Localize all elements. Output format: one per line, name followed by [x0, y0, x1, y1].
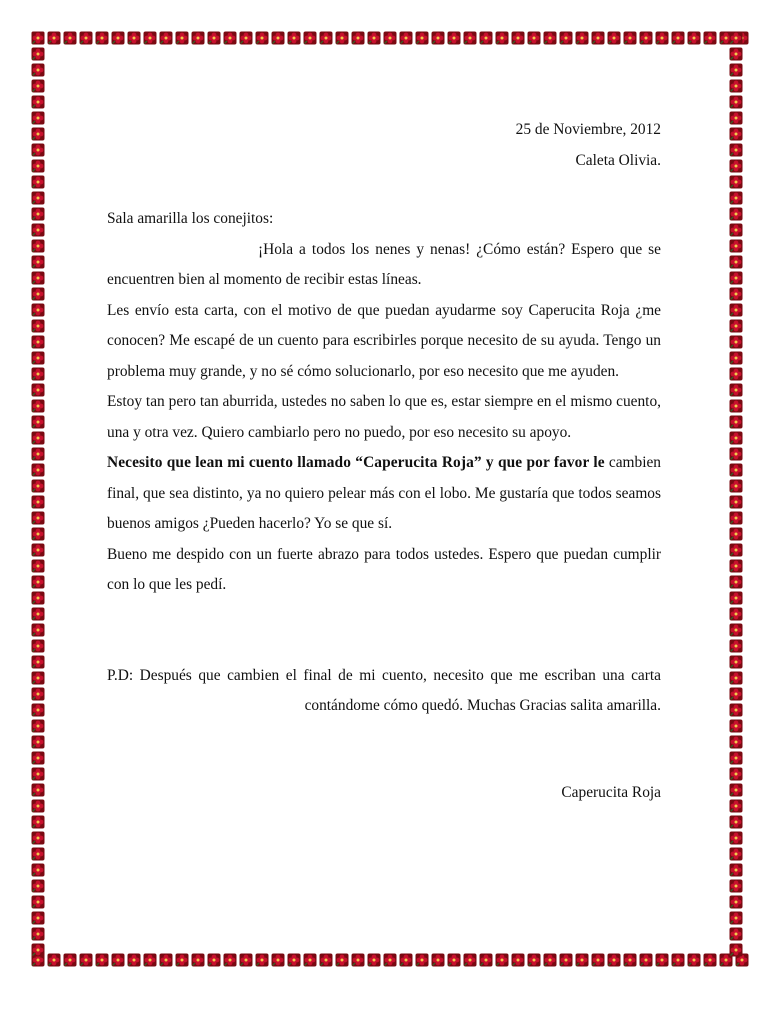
flower-border-icon	[159, 953, 173, 967]
letter-greeting: Sala amarilla los conejitos:	[107, 210, 274, 227]
flower-border-icon	[729, 703, 743, 717]
flower-border-icon	[399, 31, 413, 45]
paragraph-request-rest: cambien final, que sea distinto, ya no quiero pelear más con el lobo. Me gustaría que todos seamos buenos amigos ¿Pueden hacerlo? Yo se que sí.	[107, 454, 661, 532]
flower-border-icon	[399, 953, 413, 967]
flower-border-icon	[31, 655, 45, 669]
flower-border-icon	[729, 911, 743, 925]
flower-border-icon	[729, 927, 743, 941]
flower-border-icon	[729, 607, 743, 621]
flower-border-icon	[31, 367, 45, 381]
flower-border-icon	[729, 639, 743, 653]
decorative-border-right	[728, 30, 744, 968]
flower-border-icon	[31, 223, 45, 237]
flower-border-icon	[729, 623, 743, 637]
flower-border-icon	[415, 953, 429, 967]
flower-border-icon	[431, 31, 445, 45]
flower-border-icon	[623, 953, 637, 967]
flower-border-icon	[729, 495, 743, 509]
flower-border-icon	[351, 31, 365, 45]
flower-border-icon	[729, 431, 743, 445]
flower-border-icon	[31, 287, 45, 301]
flower-border-icon	[31, 255, 45, 269]
flower-border-icon	[31, 271, 45, 285]
flower-border-icon	[127, 31, 141, 45]
flower-border-icon	[31, 527, 45, 541]
flower-border-icon	[729, 207, 743, 221]
flower-border-icon	[639, 953, 653, 967]
flower-border-icon	[729, 351, 743, 365]
flower-border-icon	[47, 31, 61, 45]
flower-border-icon	[511, 953, 525, 967]
flower-border-icon	[495, 953, 509, 967]
flower-border-icon	[31, 815, 45, 829]
flower-border-icon	[31, 479, 45, 493]
flower-border-icon	[729, 319, 743, 333]
flower-border-icon	[31, 399, 45, 413]
flower-border-icon	[63, 31, 77, 45]
flower-border-icon	[31, 79, 45, 93]
flower-border-icon	[159, 31, 173, 45]
letter-content	[107, 115, 661, 808]
flower-border-icon	[729, 847, 743, 861]
flower-border-icon	[47, 953, 61, 967]
flower-border-icon	[729, 271, 743, 285]
flower-border-icon	[31, 335, 45, 349]
flower-border-icon	[607, 953, 621, 967]
flower-border-icon	[729, 831, 743, 845]
flower-border-icon	[729, 303, 743, 317]
flower-border-icon	[729, 719, 743, 733]
flower-border-icon	[319, 31, 333, 45]
flower-border-icon	[31, 511, 45, 525]
flower-border-icon	[31, 767, 45, 781]
flower-border-icon	[729, 111, 743, 125]
flower-border-icon	[31, 207, 45, 221]
flower-border-icon	[31, 687, 45, 701]
flower-border-icon	[31, 127, 45, 141]
flower-border-icon	[527, 953, 541, 967]
flower-border-icon	[31, 543, 45, 557]
flower-border-icon	[31, 911, 45, 925]
flower-border-icon	[31, 463, 45, 477]
flower-border-icon	[729, 367, 743, 381]
flower-border-icon	[729, 527, 743, 541]
flower-border-icon	[287, 953, 301, 967]
paragraph-request-bold: Necesito que lean mi cuento llamado “Caperucita Roja” y que por favor le	[107, 454, 605, 471]
flower-border-icon	[31, 63, 45, 77]
flower-border-icon	[303, 953, 317, 967]
flower-border-icon	[95, 953, 109, 967]
decorative-border-top	[30, 30, 752, 46]
flower-border-icon	[271, 31, 285, 45]
flower-border-icon	[31, 703, 45, 717]
flower-border-icon	[303, 31, 317, 45]
flower-border-icon	[729, 783, 743, 797]
flower-border-icon	[591, 953, 605, 967]
flower-border-icon	[729, 31, 743, 45]
flower-border-icon	[31, 847, 45, 861]
flower-border-icon	[729, 255, 743, 269]
flower-border-icon	[729, 943, 743, 957]
flower-border-icon	[335, 31, 349, 45]
flower-border-icon	[207, 31, 221, 45]
flower-border-icon	[31, 927, 45, 941]
letter-date: 25 de Noviembre, 2012	[515, 121, 661, 138]
flower-border-icon	[31, 671, 45, 685]
flower-border-icon	[729, 415, 743, 429]
flower-border-icon	[729, 751, 743, 765]
flower-border-icon	[703, 31, 717, 45]
flower-border-icon	[671, 953, 685, 967]
flower-border-icon	[591, 31, 605, 45]
flower-border-icon	[729, 191, 743, 205]
flower-border-icon	[543, 953, 557, 967]
flower-border-icon	[687, 31, 701, 45]
flower-border-icon	[479, 953, 493, 967]
flower-border-icon	[575, 31, 589, 45]
flower-border-icon	[31, 351, 45, 365]
flower-border-icon	[729, 687, 743, 701]
flower-border-icon	[31, 831, 45, 845]
flower-border-icon	[729, 63, 743, 77]
flower-border-icon	[31, 735, 45, 749]
flower-border-icon	[729, 399, 743, 413]
flower-border-icon	[543, 31, 557, 45]
flower-border-icon	[111, 953, 125, 967]
postscript: P.D: Después que cambien el final de mi cuento, necesito que me escriban una carta contándome cómo quedó. Muchas Gracias salita amarilla.	[107, 666, 661, 714]
flower-border-icon	[239, 31, 253, 45]
flower-border-icon	[415, 31, 429, 45]
flower-border-icon	[729, 127, 743, 141]
flower-border-icon	[31, 607, 45, 621]
flower-border-icon	[729, 79, 743, 93]
flower-border-icon	[729, 479, 743, 493]
flower-border-icon	[729, 895, 743, 909]
flower-border-icon	[575, 953, 589, 967]
flower-border-icon	[191, 31, 205, 45]
flower-border-icon	[31, 303, 45, 317]
flower-border-icon	[431, 953, 445, 967]
flower-border-icon	[335, 953, 349, 967]
flower-border-icon	[671, 31, 685, 45]
flower-border-icon	[729, 463, 743, 477]
flower-border-icon	[31, 143, 45, 157]
flower-border-icon	[207, 953, 221, 967]
flower-border-icon	[191, 953, 205, 967]
decorative-border-left	[30, 30, 46, 968]
flower-border-icon	[287, 31, 301, 45]
flower-border-icon	[383, 953, 397, 967]
flower-border-icon	[729, 175, 743, 189]
flower-border-icon	[319, 953, 333, 967]
flower-border-icon	[31, 575, 45, 589]
flower-border-icon	[31, 863, 45, 877]
decorative-border-bottom	[30, 952, 752, 968]
flower-border-icon	[655, 31, 669, 45]
flower-border-icon	[729, 799, 743, 813]
flower-border-icon	[255, 953, 269, 967]
paragraph-bored: Estoy tan pero tan aburrida, ustedes no saben lo que es, estar siempre en el mismo cuento, una y otra vez. Quiero cambiarlo pero no puedo, por eso necesito su apoyo.	[107, 393, 661, 441]
flower-border-icon	[729, 223, 743, 237]
flower-border-icon	[31, 783, 45, 797]
flower-border-icon	[31, 239, 45, 253]
flower-border-icon	[31, 159, 45, 173]
flower-border-icon	[729, 543, 743, 557]
flower-border-icon	[271, 953, 285, 967]
flower-border-icon	[655, 953, 669, 967]
flower-border-icon	[623, 31, 637, 45]
signature: Caperucita Roja	[561, 783, 661, 801]
flower-border-icon	[729, 47, 743, 61]
flower-border-icon	[351, 953, 365, 967]
flower-border-icon	[31, 559, 45, 573]
flower-border-icon	[729, 735, 743, 749]
paragraph-request	[107, 448, 661, 540]
flower-border-icon	[729, 383, 743, 397]
paragraph-farewell: Bueno me despido con un fuerte abrazo para todos ustedes. Espero que puedan cumplir con lo que les pedí.	[107, 545, 661, 593]
flower-border-icon	[31, 799, 45, 813]
flower-border-icon	[559, 953, 573, 967]
flower-border-icon	[383, 31, 397, 45]
flower-border-icon	[31, 751, 45, 765]
flower-border-icon	[729, 767, 743, 781]
flower-border-icon	[63, 953, 77, 967]
flower-border-icon	[729, 143, 743, 157]
flower-border-icon	[607, 31, 621, 45]
flower-border-icon	[79, 31, 93, 45]
flower-border-icon	[223, 953, 237, 967]
flower-border-icon	[729, 591, 743, 605]
flower-border-icon	[729, 671, 743, 685]
flower-border-icon	[31, 431, 45, 445]
flower-border-icon	[31, 319, 45, 333]
flower-border-icon	[729, 575, 743, 589]
letter-place: Caleta Olivia.	[575, 151, 661, 169]
flower-border-icon	[729, 511, 743, 525]
flower-border-icon	[31, 447, 45, 461]
flower-border-icon	[31, 895, 45, 909]
flower-border-icon	[223, 31, 237, 45]
flower-border-icon	[729, 863, 743, 877]
flower-border-icon	[31, 591, 45, 605]
flower-border-icon	[31, 191, 45, 205]
flower-border-icon	[367, 953, 381, 967]
flower-border-icon	[511, 31, 525, 45]
flower-border-icon	[729, 559, 743, 573]
flower-border-icon	[687, 953, 701, 967]
flower-border-icon	[239, 953, 253, 967]
flower-border-icon	[143, 953, 157, 967]
paragraph-hello: ¡Hola a todos los nenes y nenas! ¿Cómo están? Espero que se encuentren bien al momento de recibir estas líneas.	[107, 240, 661, 288]
flower-border-icon	[703, 953, 717, 967]
flower-border-icon	[447, 953, 461, 967]
flower-border-icon	[447, 31, 461, 45]
flower-border-icon	[143, 31, 157, 45]
flower-border-icon	[255, 31, 269, 45]
flower-border-icon	[495, 31, 509, 45]
flower-border-icon	[729, 239, 743, 253]
flower-border-icon	[463, 31, 477, 45]
flower-border-icon	[31, 111, 45, 125]
flower-border-icon	[463, 953, 477, 967]
flower-border-icon	[111, 31, 125, 45]
flower-border-icon	[31, 623, 45, 637]
flower-border-icon	[31, 495, 45, 509]
flower-border-icon	[175, 31, 189, 45]
flower-border-icon	[31, 383, 45, 397]
flower-border-icon	[639, 31, 653, 45]
flower-border-icon	[367, 31, 381, 45]
flower-border-icon	[79, 953, 93, 967]
flower-border-icon	[95, 31, 109, 45]
flower-border-icon	[31, 47, 45, 61]
flower-border-icon	[729, 815, 743, 829]
flower-border-icon	[31, 719, 45, 733]
flower-border-icon	[527, 31, 541, 45]
flower-border-icon	[31, 175, 45, 189]
flower-border-icon	[729, 159, 743, 173]
flower-border-icon	[479, 31, 493, 45]
flower-border-icon	[31, 639, 45, 653]
flower-border-icon	[31, 31, 45, 45]
flower-border-icon	[729, 655, 743, 669]
flower-border-icon	[729, 335, 743, 349]
flower-border-icon	[729, 95, 743, 109]
flower-border-icon	[175, 953, 189, 967]
flower-border-icon	[31, 95, 45, 109]
flower-border-icon	[729, 447, 743, 461]
paragraph-intro: Les envío esta carta, con el motivo de que puedan ayudarme soy Caperucita Roja ¿me conocen? Me escapé de un cuento para escribirles porque necesito de su ayuda. Tengo un problema muy grande, y no sé cómo solucionarlo, por eso necesito que me ayuden.	[107, 301, 661, 380]
flower-border-icon	[559, 31, 573, 45]
flower-border-icon	[127, 953, 141, 967]
flower-border-icon	[31, 415, 45, 429]
flower-border-icon	[31, 943, 45, 957]
flower-border-icon	[729, 287, 743, 301]
flower-border-icon	[729, 879, 743, 893]
flower-border-icon	[31, 879, 45, 893]
